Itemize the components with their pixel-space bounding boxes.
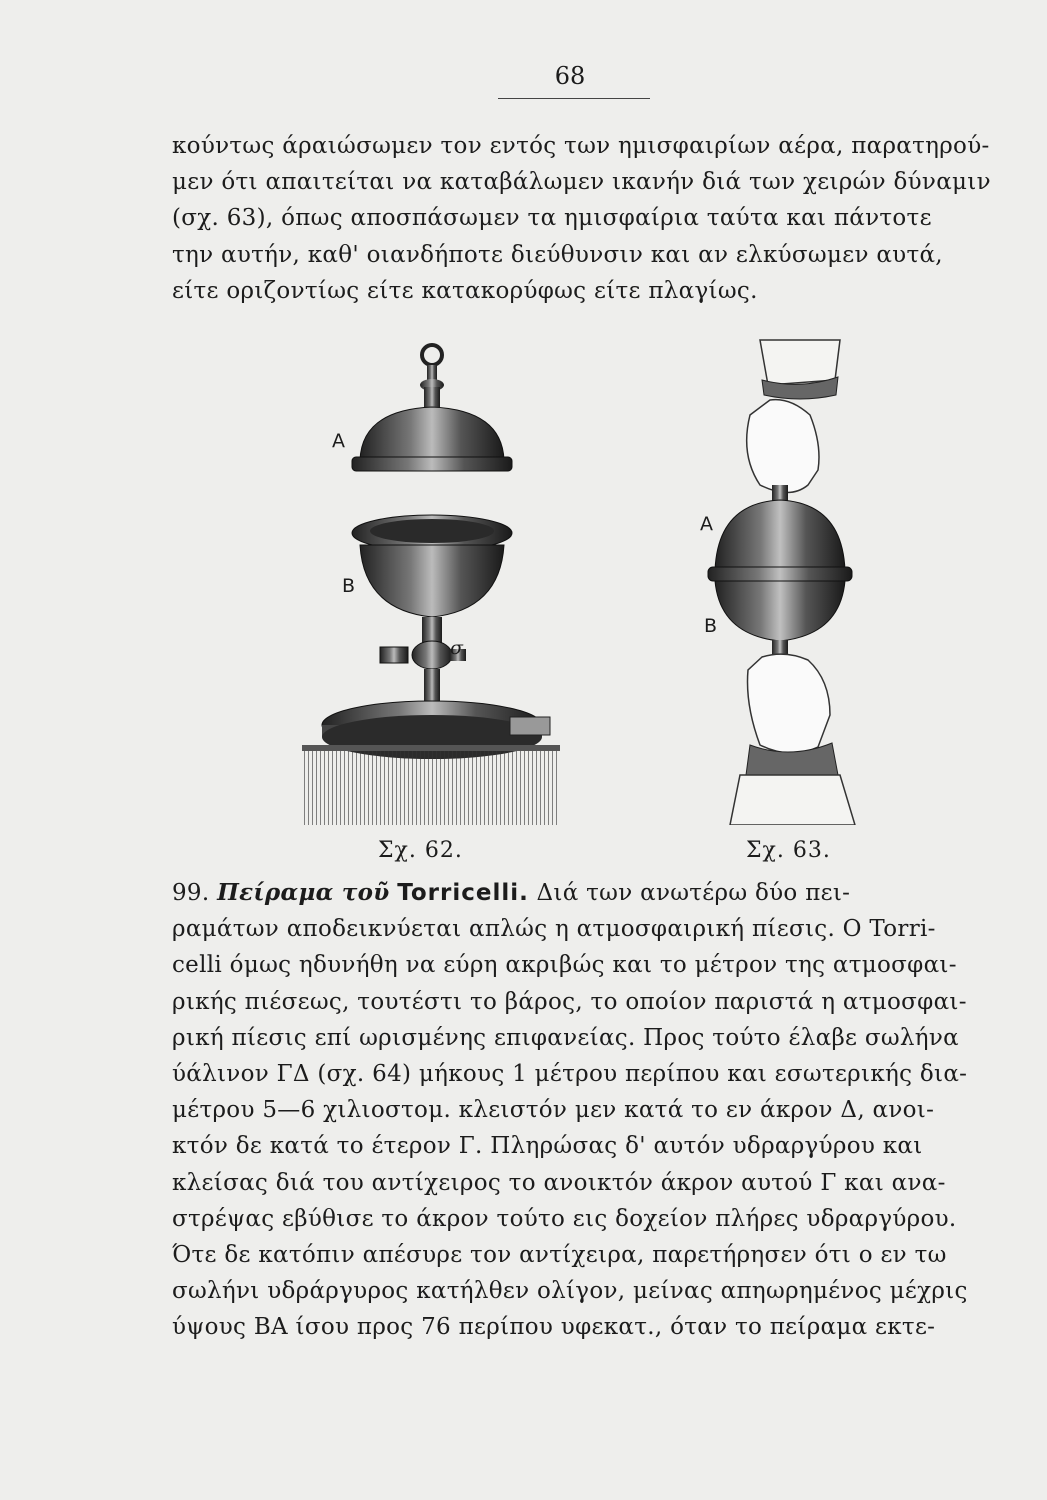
section-heading-line	[172, 875, 997, 911]
text-line: ρικής πιέσεως, τουτέστι το βάρος, το οποίον παριστά η ατμοσφαι-	[172, 988, 967, 1015]
text-line: celli όμως ηδυνήθη να εύρη ακριβώς και το μέτρον της ατμοσφαι-	[172, 952, 957, 979]
text-line: σωλήνι υδράργυρος κατήλθεν ολίγον, μείνας απηωρημένος μέχρις	[172, 1278, 968, 1305]
text-line: μέτρου 5—6 χιλιοστομ. κλειστόν μεν κατά το εν άκρον Δ, ανοι-	[172, 1097, 935, 1124]
text-line: μεν ότι απαιτείται να καταβάλωμεν ικανήν διά των χειρών δύναμιν	[172, 169, 991, 196]
text-line: (σχ. 63), όπως αποσπάσωμεν τα ημισφαίρια ταύτα και πάντοτε	[172, 205, 932, 232]
figure-63-hands-pulling-hemispheres	[690, 335, 890, 825]
text-line: είτε οριζοντίως είτε κατακορύφως είτε πλαγίως.	[172, 277, 758, 304]
paragraph-continued	[172, 128, 997, 309]
section-99-paragraph	[172, 875, 997, 1346]
hands-hemispheres-illustration	[690, 335, 890, 825]
label-b: Β	[704, 615, 718, 637]
text-line: ύάλινον ΓΔ (σχ. 64) μήκους 1 μέτρου περίπου και εσωτερικής δια-	[172, 1061, 968, 1088]
text-line: ραμάτων αποδεικνύεται απλώς η ατμοσφαιρική πίεσις. Ο Torri-	[172, 916, 936, 943]
text-line: ύψους ΒΑ ίσου προς 76 περίπου υφεκατ., όταν το πείραμα εκτε-	[172, 1314, 936, 1341]
text-line: κλείσας διά του αντίχειρος το ανοικτόν άκρον αυτού Γ και ανα-	[172, 1169, 946, 1196]
figure-62-caption: Σχ. 62.	[378, 838, 463, 863]
figure-63-caption: Σχ. 63.	[746, 838, 831, 863]
text-line: στρέψας εβύθισε το άκρον τούτο εις δοχείον πλήρες υδραργύρου.	[172, 1205, 957, 1232]
text-line: κτόν δε κατά το έτερον Γ. Πληρώσας δ' αυτόν υδραργύρου και	[172, 1133, 923, 1160]
label-a: Α	[332, 430, 345, 452]
text-line: Διά των ανωτέρω δύο πει-	[536, 880, 851, 906]
text-line: κούντως άραιώσωμεν τον εντός των ημισφαιρίων αέρα, παρατηρού-	[172, 133, 990, 159]
label-b: Β	[342, 575, 356, 597]
text-line: την αυτήν, καθ' οιανδήποτε διεύθυνσιν και αν ελκύσωμεν αυτά,	[172, 241, 943, 268]
section-number: 99.	[172, 880, 210, 906]
page-number: 68	[554, 62, 586, 90]
text-line: Ότε δε κατόπιν απέσυρε τον αντίχειρα, παρετήρησεν ότι ο εν τω	[172, 1242, 947, 1269]
figure-62-hemispheres-on-stand	[300, 335, 565, 825]
section-title: Πείραμα τοῦ	[217, 879, 390, 906]
header-rule	[498, 98, 650, 99]
text-line: ρική πίεσις επί ωρισμένης επιφανείας. Προς τούτο έλαβε σωλήνα	[172, 1024, 960, 1051]
label-sigma: σ	[450, 637, 463, 659]
hemispheres-stand-illustration	[300, 335, 565, 825]
label-a: Α	[700, 513, 713, 535]
section-title-name: Torricelli.	[397, 880, 529, 906]
